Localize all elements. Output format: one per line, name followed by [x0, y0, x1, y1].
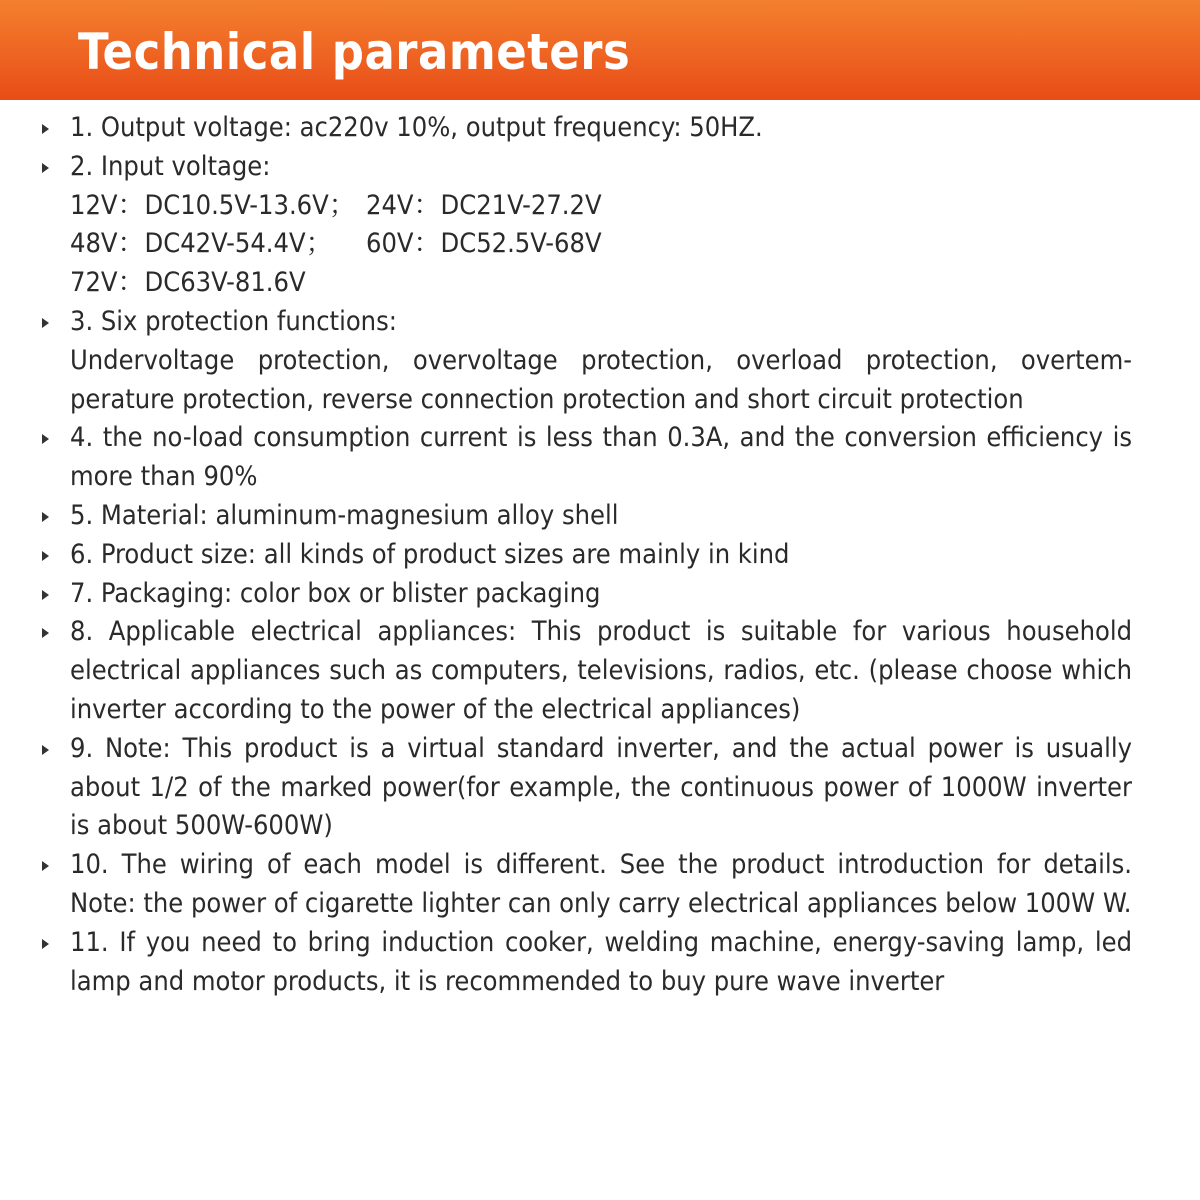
item-text: 2. Input voltage: — [70, 150, 271, 182]
voltage-spec: 72V：DC63V-81.6V — [70, 267, 306, 299]
list-item-packaging — [70, 575, 1132, 614]
title-banner — [0, 0, 1200, 100]
input-voltage-row — [70, 264, 1200, 303]
list-item-wiring — [70, 846, 1132, 924]
item-text: Undervoltage protection, overvoltage protection, overload protection, overtem-perature protection, reverse connection protection and short circuit protection — [70, 344, 1132, 415]
item-text: 11. If you need to bring induction cooker, welding machine, energy-saving lamp, led lamp and motor products, it is recommended to buy pure wave inverter — [70, 926, 1132, 997]
item-text: 10. The wiring of each model is different. See the product introduction for details. Note: the power of cigarette lighter can only carry electrical appliances below 100W W. — [70, 849, 1132, 919]
input-voltage-row — [70, 225, 1200, 264]
item-text: 3. Six protection functions: — [70, 305, 397, 337]
protection-details — [70, 342, 1132, 420]
item-text: 7. Packaging: color box or blister packaging — [70, 577, 601, 609]
triangle-right-icon — [42, 163, 49, 173]
triangle-right-icon — [42, 124, 49, 134]
list-item-input-voltage — [70, 148, 1132, 187]
list-item-material — [70, 497, 1132, 536]
voltage-spec: 48V：DC42V-54.4V； — [70, 228, 333, 260]
list-item-consumption — [70, 419, 1132, 497]
triangle-right-icon — [42, 628, 49, 638]
triangle-right-icon — [42, 551, 49, 561]
parameter-list — [0, 109, 1200, 1001]
triangle-right-icon — [42, 512, 49, 522]
voltage-spec: 60V：DC52.5V-68V — [366, 228, 602, 260]
item-text: 5. Material: aluminum-magnesium alloy shell — [70, 499, 619, 531]
triangle-right-icon — [42, 861, 49, 871]
item-text: 4. the no-load consumption current is less than 0.3A, and the conversion efficiency is more than 90% — [70, 422, 1132, 493]
item-text: 9. Note: This product is a virtual standard inverter, and the actual power is usually about 1/2 of the marked power(for example, the continuous power of 1000W inverter is about 500W-600W) — [70, 732, 1132, 842]
page-title: Technical parameters — [78, 23, 631, 81]
list-item-appliances — [70, 613, 1132, 729]
item-text: 1. Output voltage: ac220v 10%, output frequency: 50HZ. — [70, 112, 763, 143]
item-text: 6. Product size: all kinds of product sizes are mainly in kind — [70, 538, 790, 570]
voltage-spec: 24V：DC21V-27.2V — [366, 189, 602, 221]
input-voltage-row — [70, 187, 1200, 226]
triangle-right-icon — [42, 939, 49, 949]
triangle-right-icon — [42, 318, 49, 328]
list-item-note — [70, 730, 1132, 846]
list-item-protection — [70, 303, 1132, 342]
triangle-right-icon — [42, 434, 49, 444]
voltage-spec: 12V：DC10.5V-13.6V； — [70, 189, 356, 221]
list-item-product-size — [70, 536, 1132, 575]
list-item-pure-wave — [70, 924, 1132, 1002]
triangle-right-icon — [42, 590, 49, 600]
item-text: 8. Applicable electrical appliances: This product is suitable for various household electrical appliances such as computers, televisions, radios, etc. (please choose which inverter according to the power of the electrical appliances) — [70, 616, 1132, 725]
triangle-right-icon — [42, 745, 49, 755]
list-item-output-voltage — [70, 109, 1132, 148]
